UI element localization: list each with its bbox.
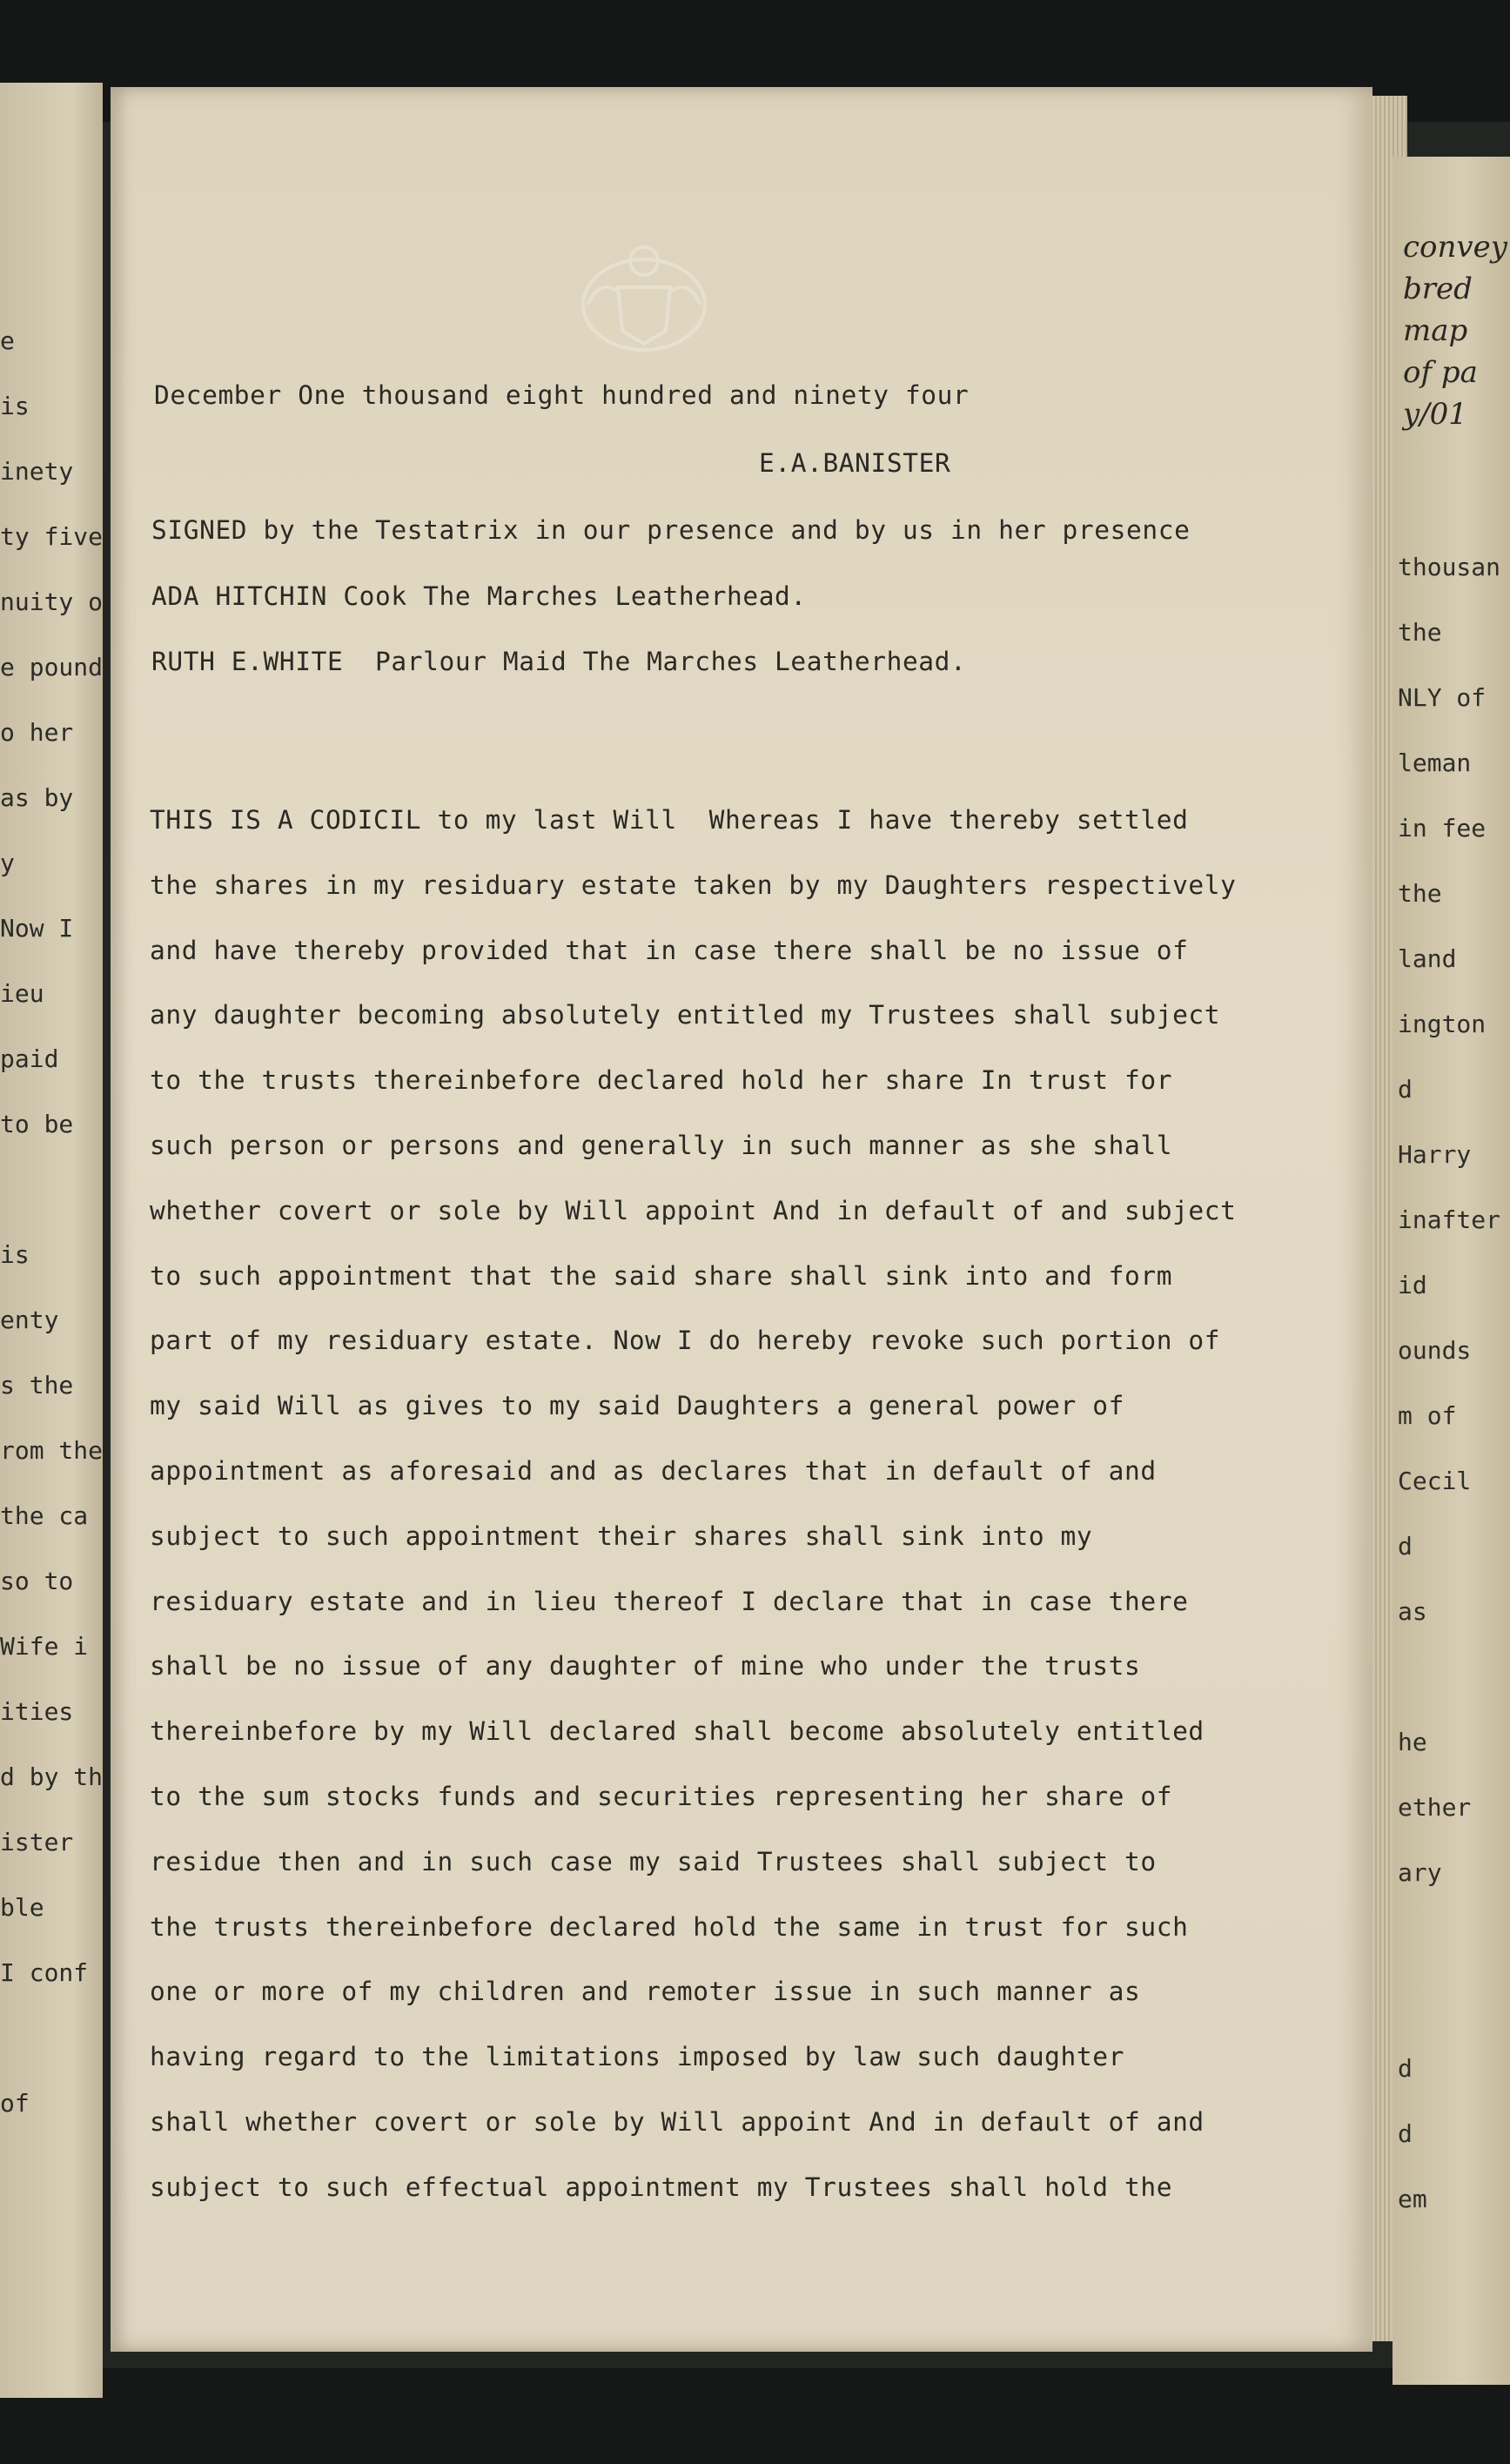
body-line: shall be no issue of any daughter of mine who under the trusts [150, 1651, 1141, 1682]
body-line: having regard to the limitations imposed by law such daughter [150, 2042, 1124, 2072]
body-line: residue then and in such case my said Trustees shall subject to [150, 1846, 1157, 1877]
right-page-fragment: NLY of [1398, 683, 1487, 712]
right-page-fragment: d [1398, 2054, 1413, 2083]
left-page-fragment: ities [0, 1697, 74, 1726]
left-page-fragment: ieu [0, 979, 44, 1008]
body-line: the trusts thereinbefore declared hold the same in trust for such [150, 1911, 1189, 1942]
right-page-edge [1393, 157, 1510, 2385]
attestation-clause: SIGNED by the Testatrix in our presence and by us in her presence [151, 515, 1191, 545]
left-page-fragment: I conf [0, 1958, 89, 1987]
body-line: THIS IS A CODICIL to my last Will Whereas I have thereby settled [150, 805, 1189, 835]
signature-name: E.A.BANISTER [759, 448, 951, 478]
handwritten-note-line: convey [1403, 230, 1507, 265]
left-page-fragment: rom the [0, 1436, 103, 1465]
left-page-fragment: ty five [0, 522, 103, 551]
right-page-fragment: thousan [1398, 553, 1501, 581]
left-page-fragment: ister [0, 1828, 74, 1856]
left-page-fragment: e [0, 326, 15, 355]
left-page-fragment: of [0, 2089, 30, 2118]
right-page-fragment: as [1398, 1597, 1427, 1626]
body-line: to the sum stocks funds and securities representing her share of [150, 1782, 1173, 1811]
right-page-fragment: Harry [1398, 1140, 1472, 1169]
left-page-fragment: y [0, 849, 15, 877]
left-page-fragment: d by th [0, 1762, 103, 1791]
right-page-fragment: em [1398, 2185, 1427, 2213]
left-page-edge [0, 83, 103, 2398]
left-page-fragment: is [0, 392, 30, 420]
witness-2: RUTH E.WHITE Parlour Maid The Marches Leatherhead. [151, 647, 967, 676]
body-line: appointment as aforesaid and as declares that in default of and [150, 1456, 1157, 1486]
right-page-fragment: the [1398, 618, 1442, 647]
handwritten-note-line: y/01 [1403, 397, 1467, 432]
body-line: subject to such effectual appointment my Trustees shall hold the [150, 2172, 1173, 2202]
right-page-fragment: d [1398, 1532, 1413, 1561]
date-line: December One thousand eight hundred and ninety four [154, 380, 970, 410]
body-line: subject to such appointment their shares shall sink into my [150, 1521, 1093, 1551]
body-line: one or more of my children and remoter issue in such manner as [150, 1977, 1141, 2007]
right-page-fragment: ington [1398, 1010, 1487, 1038]
embossed-crest-icon [566, 235, 722, 357]
body-line: whether covert or sole by Will appoint And in default of and subject [150, 1195, 1237, 1225]
left-page-fragment: paid [0, 1044, 59, 1073]
body-line: part of my residuary estate. Now I do hereby revoke such portion of [150, 1326, 1221, 1356]
left-page-fragment: as by [0, 783, 74, 812]
left-page-fragment: so to [0, 1567, 74, 1595]
left-page-fragment: nuity o [0, 587, 103, 616]
right-page-fragment: ary [1398, 1858, 1442, 1887]
left-page-fragment: s the [0, 1371, 74, 1400]
handwritten-note-line: bred [1403, 272, 1473, 306]
left-page-fragment: is [0, 1240, 30, 1269]
body-line: and have thereby provided that in case there shall be no issue of [150, 935, 1189, 965]
left-page-fragment: ble [0, 1893, 44, 1922]
right-page-fragment: in fee [1398, 814, 1487, 843]
body-line: the shares in my residuary estate taken by my Daughters respectively [150, 869, 1237, 900]
right-page-fragment: leman [1398, 749, 1472, 777]
body-line: residuary estate and in lieu thereof I declare that in case there [150, 1586, 1189, 1616]
handwritten-note-line: of pa [1403, 355, 1478, 390]
right-page-fragment: ether [1398, 1793, 1472, 1822]
right-page-fragment: id [1398, 1271, 1427, 1299]
right-page-fragment: the [1398, 879, 1442, 908]
right-page-fragment: Cecil [1398, 1467, 1472, 1495]
left-page-fragment: Now I [0, 914, 74, 943]
body-line: such person or persons and generally in such manner as she shall [150, 1131, 1173, 1160]
right-page-fragment: inafter [1398, 1205, 1501, 1234]
right-page-fragment: ounds [1398, 1336, 1472, 1365]
witness-1: ADA HITCHIN Cook The Marches Leatherhead. [151, 581, 807, 611]
left-page-fragment: o her [0, 718, 74, 747]
left-page-fragment: inety [0, 457, 74, 486]
book-binding-bottom [0, 2368, 1510, 2464]
left-page-fragment: to be [0, 1110, 74, 1138]
body-line: to such appointment that the said share shall sink into and form [150, 1260, 1173, 1291]
body-line: shall whether covert or sole by Will appoint And in default of and [150, 2107, 1205, 2137]
right-page-fragment: land [1398, 944, 1457, 973]
right-page-fragment: m of [1398, 1401, 1457, 1430]
left-page-fragment: the ca [0, 1501, 89, 1530]
left-page-fragment: enty [0, 1306, 59, 1334]
right-page-fragment: d [1398, 2119, 1413, 2148]
handwritten-note [1403, 226, 1507, 435]
body-line: to the trusts thereinbefore declared hold her share In trust for [150, 1065, 1173, 1096]
body-line: any daughter becoming absolutely entitled my Trustees shall subject [150, 1000, 1221, 1031]
body-line: thereinbefore by my Will declared shall become absolutely entitled [150, 1716, 1205, 1747]
handwritten-note-line: map [1403, 313, 1468, 348]
right-page-fragment: he [1398, 1728, 1427, 1756]
left-page-fragment: e pound [0, 653, 103, 681]
right-page-fragment: d [1398, 1075, 1413, 1104]
left-page-fragment: Wife i [0, 1632, 89, 1661]
body-line: my said Will as gives to my said Daughters a general power of [150, 1391, 1124, 1421]
